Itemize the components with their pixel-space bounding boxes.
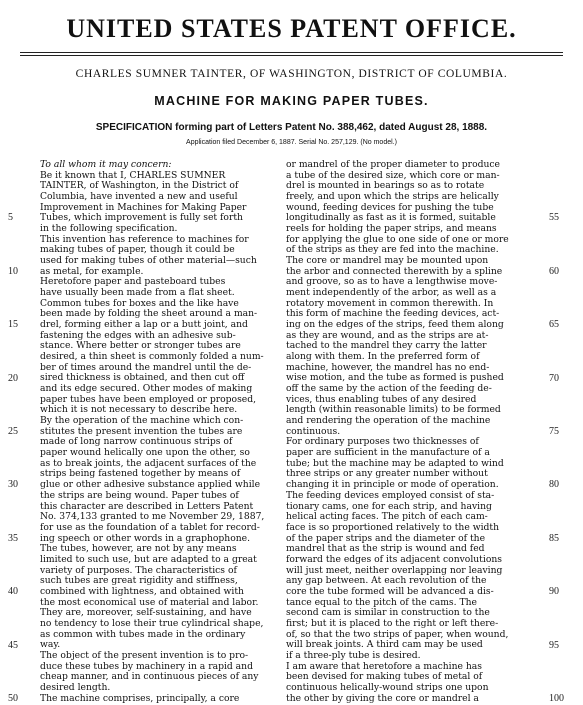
text-line: made of long narrow continuous strips of: [40, 436, 233, 448]
line-number: 95: [549, 639, 559, 651]
text-line: the other by giving the core or mandrel a: [286, 692, 479, 704]
line-number: 80: [549, 479, 559, 491]
line-number: 40: [8, 586, 18, 598]
text-line: desired, a thin sheet is commonly folded a num-: [40, 351, 264, 363]
line-number: 100: [549, 693, 564, 704]
text-line: tionary cams, one for each strip, and having: [286, 500, 492, 512]
text-line: cheap manner, and in continuous pieces of any: [40, 671, 259, 683]
text-line: changing it in principle or mode of operation.: [286, 479, 499, 491]
line-number: 15: [8, 319, 18, 331]
text-line: tance equal to the pitch of the cams. The: [286, 596, 477, 608]
text-line: in the following specification.: [40, 223, 178, 235]
text-line: such tubes are great rigidity and stiffness,: [40, 575, 238, 587]
specification-line: SPECIFICATION forming part of Letters Patent No. 388,462, dated August 28, 1888.: [95, 122, 488, 133]
application-line: Application filed December 6, 1887. Serial No. 257,129. (No model.): [186, 139, 397, 146]
text-line: first; but it is placed to the right or left there-: [286, 617, 499, 629]
text-line: sired thickness is obtained, and then cut off: [40, 372, 245, 384]
heading-rule: [20, 52, 563, 53]
text-line: will break joints. A third cam may be used: [286, 639, 483, 651]
text-line: Common tubes for boxes and the like have: [40, 297, 239, 309]
text-line: way.: [40, 639, 61, 651]
text-line: stance. Where better or stronger tubes are: [40, 340, 241, 352]
right-column: [286, 160, 526, 704]
text-line: fastening the edges with an adhesive sub-: [40, 329, 236, 341]
text-line: making tubes of paper, though it could be: [40, 244, 235, 256]
text-line: reels for holding the paper strips, and means: [286, 223, 497, 235]
text-line: vices, thus enabling tubes of any desired: [286, 393, 477, 405]
line-number: 75: [549, 426, 559, 437]
text-line: as metal, for example.: [40, 265, 144, 277]
line-number: 50: [8, 693, 18, 704]
line-number: 35: [8, 532, 18, 544]
text-line: been devised for making tubes of metal of: [286, 671, 483, 683]
text-line: ing speech or other words in a graphophone.: [40, 532, 251, 544]
text-line: have usually been made from a flat sheet.: [40, 287, 235, 299]
text-line: second cam is similar in construction to the: [286, 607, 490, 619]
text-line: used for making tubes of other material—such: [40, 255, 257, 267]
text-line: No. 374,133 granted to me November 29, 1887,: [40, 511, 265, 523]
line-number: 70: [549, 372, 559, 384]
text-line: and groove, so as to have a lengthwise move-: [286, 276, 498, 288]
patent-title: MACHINE FOR MAKING PAPER TUBES.: [154, 94, 429, 108]
text-line: a tube of the desired size, which core or man-: [286, 169, 500, 181]
text-line: I am aware that heretofore a machine has: [286, 660, 482, 672]
text-line: freely, and upon which the strips are helically: [286, 191, 499, 203]
text-line: of the strips as they are fed into the machine.: [286, 244, 499, 256]
text-line: the most economical use of material and labor.: [40, 596, 259, 608]
text-line: wound, feeding devices for pushing the tube: [286, 201, 494, 213]
text-line: To all whom it may concern:: [40, 159, 172, 170]
text-line: They are, moreover, self-sustaining, and have: [40, 607, 252, 619]
line-number: 65: [549, 319, 559, 331]
text-line: of, so that the two strips of paper, when wound,: [286, 628, 509, 640]
text-line: paper are sufficient in the manufacture of a: [286, 447, 490, 459]
text-line: drel is mounted in bearings so as to rotate: [286, 180, 485, 192]
text-line: machine, however, the mandrel has no end-: [286, 361, 490, 373]
text-line: for use as the foundation of a tablet for record-: [40, 521, 260, 533]
line-number: 45: [8, 639, 18, 651]
text-line: paper wound helically one upon the other, so: [40, 447, 250, 459]
text-line: For ordinary purposes two thicknesses of: [286, 436, 479, 448]
text-line: desired length.: [40, 681, 111, 693]
text-line: continuous helically-wound strips one upon: [286, 681, 489, 693]
text-line: mandrel that as the strip is wound and fed: [286, 543, 485, 555]
line-number: 55: [549, 212, 559, 224]
text-line: the strips are being wound. Paper tubes of: [40, 489, 239, 501]
text-line: and its edge secured. Other modes of making: [40, 383, 253, 395]
text-line: The tubes, however, are not by any means: [40, 543, 237, 555]
text-line: The machine comprises, principally, a core: [40, 692, 240, 704]
text-line: The feeding devices employed consist of sta-: [286, 489, 495, 501]
office-heading: UNITED STATES PATENT OFFICE.: [66, 14, 517, 43]
text-line: as common with tubes made in the ordinary: [40, 628, 246, 640]
text-line: any gap between. At each revolution of the: [286, 575, 487, 587]
text-line: Tubes, which improvement is fully set forth: [40, 212, 243, 224]
text-line: variety of purposes. The characteristics of: [40, 564, 237, 576]
text-line: TAINTER, of Washington, in the District of: [40, 180, 239, 192]
text-line: paper tubes have been employed or proposed,: [40, 393, 257, 405]
text-line: along with them. In the preferred form of: [286, 351, 480, 363]
text-line: longitudinally as fast as it is formed, suitable: [286, 212, 496, 224]
text-line: continuous.: [286, 425, 341, 437]
line-number: 20: [8, 372, 18, 384]
text-line: strips being fastened together by means of: [40, 468, 241, 480]
text-line: ing on the edges of the strips, feed them along: [286, 319, 504, 331]
line-number: 30: [8, 479, 18, 491]
text-line: tached to the mandrel they carry the latter: [286, 340, 487, 352]
inventor-line: CHARLES SUMNER TAINTER, OF WASHINGTON, DISTRICT OF COLUMBIA.: [75, 68, 508, 80]
text-line: stitutes the present invention the tubes are: [40, 425, 243, 437]
text-line: will just meet, neither overlapping nor leaving: [286, 564, 503, 576]
text-line: face is so proportioned relatively to the width: [286, 521, 500, 533]
text-line: as to break joints, the adjacent surfaces of the: [40, 457, 257, 469]
text-line: been made by folding the sheet around a man-: [40, 308, 258, 320]
heading-rule: [20, 55, 563, 56]
text-line: if a three-ply tube is desired.: [286, 649, 421, 661]
text-line: off the same by the action of the feeding de-: [286, 383, 492, 395]
line-number: 85: [549, 532, 559, 544]
text-line: length (within reasonable limits) to be formed: [286, 404, 501, 416]
text-line: which it is not necessary to describe here.: [40, 404, 238, 416]
text-line: this form of machine the feeding devices, act-: [286, 308, 500, 320]
text-line: By the operation of the machine which con-: [40, 415, 244, 427]
text-line: Heretofore paper and pasteboard tubes: [40, 276, 226, 288]
text-line: the arbor and connected therewith by a spline: [286, 265, 503, 277]
text-line: This invention has reference to machines for: [40, 233, 249, 245]
text-line: this character are described in Letters Patent: [40, 500, 254, 512]
text-line: Columbia, have invented a new and useful: [40, 191, 238, 203]
text-line: of the paper strips and the diameter of the: [286, 532, 486, 544]
text-line: combined with lightness, and obtained with: [40, 585, 244, 597]
text-line: drel, forming either a lap or a butt joint, and: [40, 319, 248, 331]
text-line: ment independently of the arbor, as well as a: [286, 287, 497, 299]
text-line: The core or mandrel may be mounted upon: [286, 255, 489, 267]
text-line: limited to such use, but are adapted to a great: [40, 553, 257, 565]
text-line: duce these tubes by machinery in a rapid and: [40, 660, 253, 672]
text-line: wise motion, and the tube as formed is pushed: [286, 372, 504, 384]
text-line: and rendering the operation of the machine: [286, 415, 491, 427]
text-line: glue or other adhesive substance applied while: [40, 479, 261, 491]
text-line: as they are wound, and as the strips are at-: [286, 329, 489, 341]
text-line: no tendency to lose their true cylindrical shape,: [40, 617, 264, 629]
text-line: for applying the glue to one side of one or more: [286, 233, 509, 245]
line-number: 10: [8, 265, 18, 277]
left-column: [40, 160, 280, 704]
text-line: ber of times around the mandrel until the de-: [40, 361, 252, 373]
text-line: Be it known that I, CHARLES SUMNER: [40, 169, 226, 181]
text-line: helical acting faces. The pitch of each cam-: [286, 511, 488, 523]
line-number: 25: [8, 426, 18, 437]
line-number: 90: [549, 586, 559, 598]
text-line: core the tube formed will be advanced a dis-: [286, 585, 494, 597]
text-line: tube; but the machine may be adapted to wind: [286, 457, 504, 469]
text-line: forward the edges of its adjacent convolutions: [286, 553, 502, 565]
text-line: Improvement in Machines for Making Paper: [40, 201, 247, 213]
text-line: or mandrel of the proper diameter to produce: [286, 159, 500, 170]
text-line: The object of the present invention is to pro-: [40, 649, 249, 661]
line-number: 5: [8, 212, 13, 224]
text-line: rotatory movement in common therewith. In: [286, 297, 494, 309]
text-line: three strips or any greater number without: [286, 468, 488, 480]
line-number: 60: [549, 265, 559, 277]
